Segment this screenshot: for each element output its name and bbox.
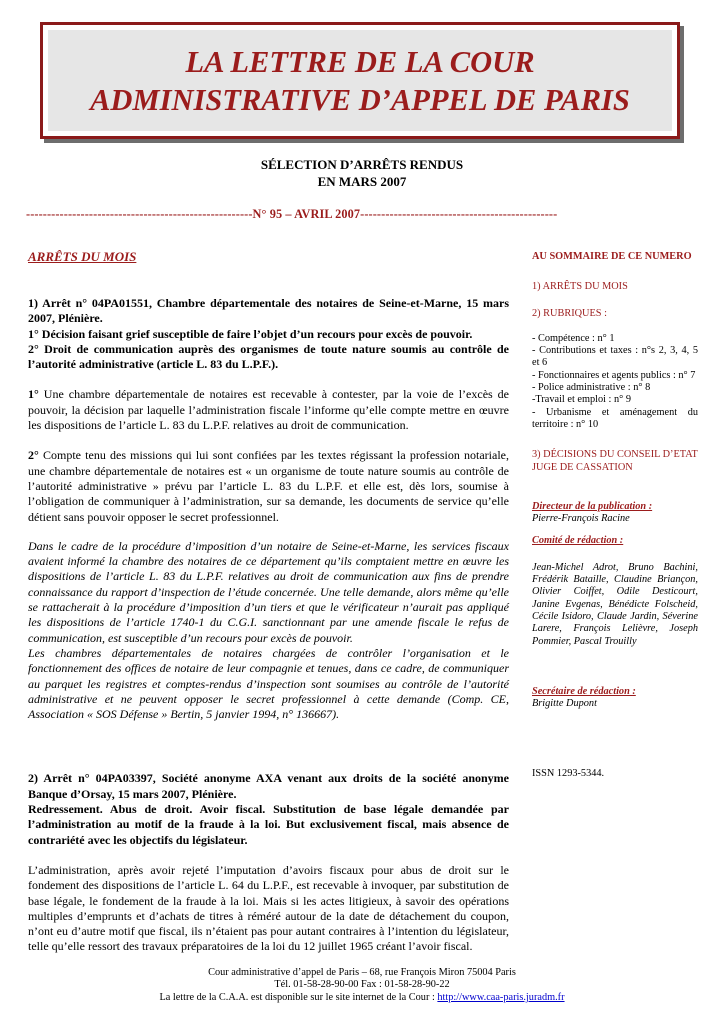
selection-subtitle [0,156,724,190]
sidebar-summary-title: AU SOMMAIRE DE CE NUMERO [532,251,692,262]
arret1-paragraph2-text: Compte tenu des missions qui lui sont confiées par les textes régissant la profession notariale, une chambre départementale de notaires est « un organisme de toute nature soumis au contrôle de l’autorité administrative » prévu par l’article L. 83 du L.P.F. et elle est, dès lors, soumise à l’obligation de communiquer à l’administration, sur sa demande, les documents de service qu’elle détient sans pouvoir opposer le secret professionnel. [28,448,509,524]
arret1-paragraph2 [28,448,509,524]
sidebar-summary-item-arrets: 1) ARRÊTS DU MOIS [532,281,628,293]
secretary-label: Secrétaire de rédaction : [532,685,636,697]
rubrique-item: -Travail et emploi : n° 9 [532,394,631,406]
arret1-paragraph1-text: Une chambre départementale de notaires est recevable à contester, par la voie de l’excès de pouvoir, la décision par laquelle l’administration fiscale l’informe qu’elle compte mettre en œuvre les dispositions de l’article L. 83 du L.P.F. relatives au droit de communication. [28,387,509,433]
masthead-panel [48,30,672,131]
section-title-arrets: ARRÊTS DU MOIS [28,249,137,264]
committee-members: Jean-Michel Adrot, Bruno Bachini, Frédérik Bataille, Claudine Briançon, Olivier Coiffet, Odile Desticourt, Janine Evgenas, Bénédicte Folscheid, Cécile Isidoro, Claude Jardin, Séverine Larere, François Lelièvre, Joseph Pommier, Pascal Trouilly [532,561,698,647]
subtitle-line1: SÉLECTION D’ARRÊTS RENDUS [260,157,464,172]
arret2-body: L’administration, après avoir rejeté l’imputation d’avoirs fiscaux pour abus de droit sur le fondement des dispositions de l’article L. 64 du L.P.F., est recevable à invoquer, par substitution de base légale, le fondement de la fraude à la loi. Mais si les actes litigieux, à savoir des opérations multiples d’emprunts et d’achats de titres à réméré autour de la date de détachement du coupon, n’ont eu d’autre motif que fiscal, ils n’étaient pas pour autant contraires à l’intention du législateur, telle qu’elle ressort des travaux préparatoires de la loi du 12 juillet 1965 créant l’avoir fiscal. [28,862,509,954]
sidebar [532,251,698,781]
arret1-heading: 1) Arrêt n° 04PA01551, Chambre départementale des notaires de Seine-et-Marne, 15 mars 2007, Plénière. [28,296,509,326]
arret1-paragraph1-number: 1° [28,387,39,402]
arret1-point1: 1° Décision faisant grief susceptible de faire l’objet d’un recours pour excès de pouvoir. [28,326,473,341]
masthead-title-line2: ADMINISTRATIVE D’APPEL DE PARIS [90,82,630,117]
director-name: Pierre-François Racine [532,513,630,525]
rubrique-item: - Urbanisme et aménagement du territoire : n° 10 [532,406,698,430]
arret1-comment1: Dans le cadre de la procédure d’imposition d’un notaire de Seine-et-Marne, les services fiscaux avaient informé la chambre des notaires de ce département qu’ils comptaient mettre en œuvre les dispositions de l’article L. 83 du L.P.F. relatives au droit de communication aux fins de prendre connaissance du rapport d’inspection de l’étude concernée. Une telle demande, alors même qu’elle se rattacherait à la procédure d’imposition d’un tiers et que le vérificateur n’aurait pas appliqué les dispositions de l’article 1740-1 du C.G.I. sanctionnant par une amende fiscale le refus de communication, est susceptible d’un recours pour excès de pouvoir. [28,538,509,645]
issue-number-line: ------------------------------------------------------N° 95 – AVRIL 2007----------------------------------------------- [26,207,558,221]
arret2-heading: 2) Arrêt n° 04PA03397, Société anonyme AXA venant aux droits de la société anonyme Banque d’Orsay, 15 mars 2007, Plénière. [28,771,509,801]
sidebar-summary-item-decisions: 3) DÉCISIONS DU CONSEIL D’ETAT JUGE DE CASSATION [532,449,698,473]
subtitle-line2: EN MARS 2007 [317,174,407,189]
arret1-point2: 2° Droit de communication auprès des organismes de toute nature soumis au contrôle de l’autorité administrative (article L. 83 du L.P.F.). [28,341,509,372]
director-label: Directeur de la publication : [532,500,653,512]
committee-label: Comité de rédaction : [532,535,624,547]
sidebar-rubriques-list [532,333,698,431]
rubrique-item: - Police administrative : n° 8 [532,382,651,394]
arret1-comment2: Les chambres départementales de notaires chargées de contrôler l’organisation et le fonctionnement des offices de notaire de leur compagnie et tenues, dans ce cadre, de communiquer au parquet les registres et comptes-rendus d’inspection sont soumises au contrôle de l’autorité administrative et ne peuvent opposer le secret professionnel à cette demande (Comp. CE, Association « SOS Défense » Bertin, 5 janvier 1994, n° 136667). [28,645,509,722]
main-column [28,248,509,955]
arret2-keywords: Redressement. Abus de droit. Avoir fiscal. Substitution de base légale demandée par l’administration au motif de la fraude à la loi. But exclusivement fiscal, mais absence de contrariété avec les objectifs du législateur. [28,802,509,847]
masthead-title-line1: LA LETTRE DE LA COUR [185,44,535,79]
footer-website-text: La lettre de la C.A.A. est disponible sur le site internet de la Cour : [159,991,438,1003]
masthead-frame [40,22,680,139]
issn-number: ISSN 1293-5344. [532,768,605,780]
secretary-name: Brigitte Dupont [532,698,597,710]
rubrique-item: - Contributions et taxes : n°s 2, 3, 4, 5 et 6 [532,345,698,369]
page-footer [0,967,724,1004]
court-website-link[interactable]: http://www.caa-paris.juradm.fr [437,991,565,1003]
footer-phone-fax: Tél. 01-58-28-90-00 Fax : 01-58-28-90-22 [274,979,450,991]
footer-address: Cour administrative d’appel de Paris – 68, rue François Miron 75004 Paris [208,967,516,978]
arret1-paragraph2-number: 2° [28,448,39,463]
arret1-paragraph1 [28,387,509,433]
rubrique-item: - Compétence : n° 1 [532,332,615,344]
rubrique-item: - Fonctionnaires et agents publics : n° 7 [532,369,696,381]
footer-website-line [0,992,724,1004]
sidebar-summary-item-rubriques: 2) RUBRIQUES : [532,307,607,319]
